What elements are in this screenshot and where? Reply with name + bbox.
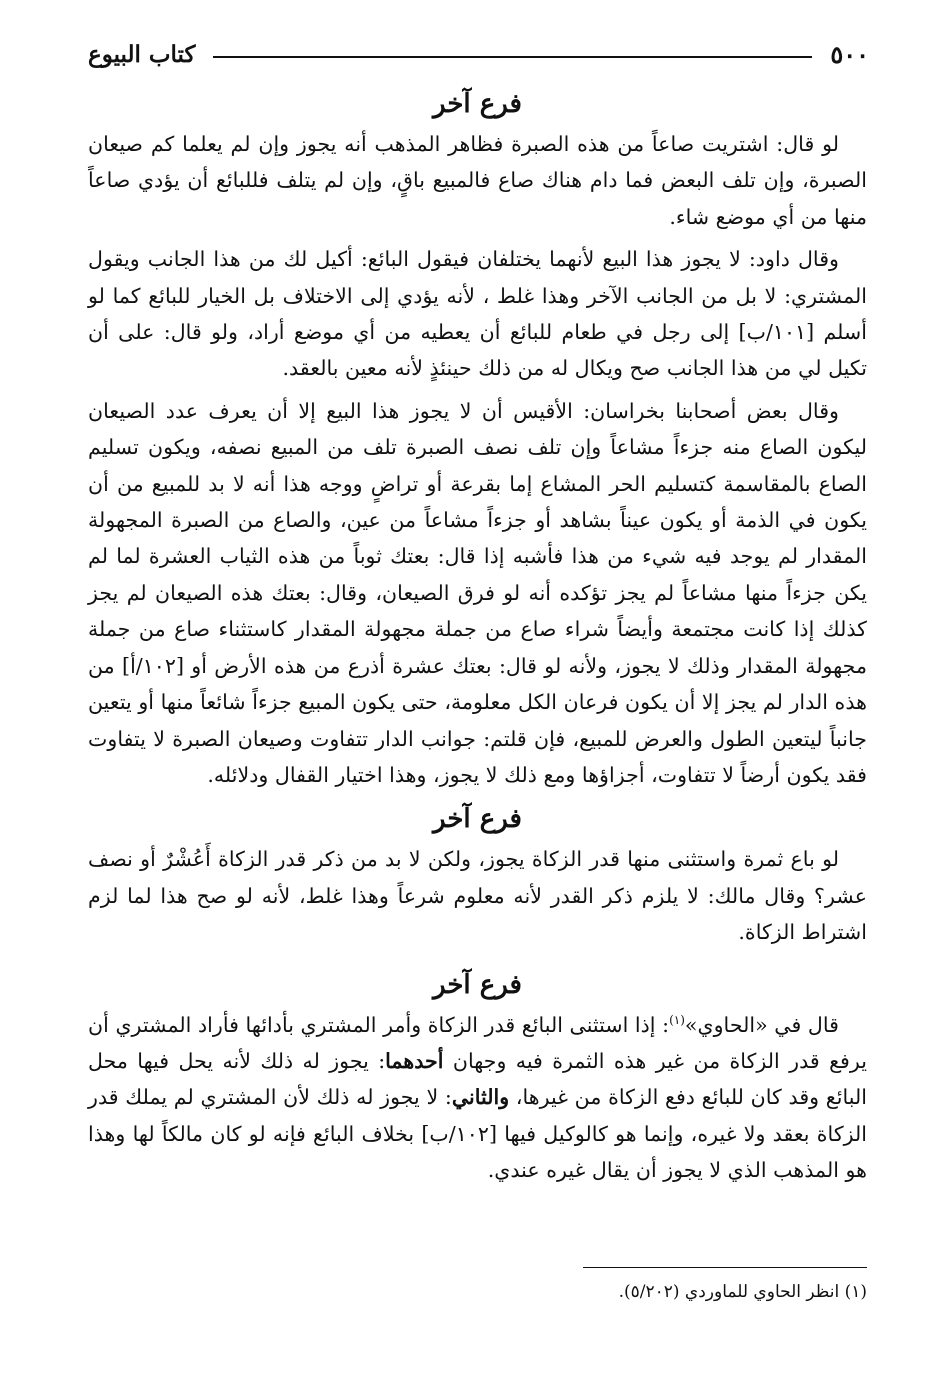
text-run: : إذا استثنى البائع قدر الزكاة وأمر المشتري بأدائها فأراد المشتري أن يرفع قدر الزكاة من غير هذه الثمرة فيه وجهان: [88, 1012, 867, 1073]
running-header: [88, 34, 869, 74]
book-title: كتاب البيوع: [88, 40, 196, 68]
paragraph: [88, 1007, 867, 1189]
text-run: قال في «الحاوي»: [684, 1012, 839, 1037]
text-run: : يجوز له ذلك لأنه يحل فيها محل البائع وقد كان للبائع دفع الزكاة من غيرها،: [88, 1048, 867, 1110]
text-run: : لا يجوز له ذلك لأن المشتري لم يملك قدر الزكاة بعقد ولا غيره، وإنما هو كالوكيل فيها [١٠٢/ب] بخلاف البائع فإنه لو كان مالكاً لها وهذا هو المذهب الذي لا يجوز أن يقال غيره عندي.: [88, 1085, 867, 1183]
section-heading: فرع آخر: [433, 89, 522, 119]
bold-term: أحدهما: [385, 1048, 444, 1073]
footnote-divider: [583, 1267, 867, 1268]
paragraph: لو باع ثمرة واستثنى منها قدر الزكاة يجوز، ولكن لا بد من ذكر قدر الزكاة أَعُشْرٌ أو نصف عشر؟ وقال مالك: لا يلزم ذكر القدر لأنه معلوم شرعاً وهذا غلط، لأنه لو صح هذا لما لزم اشتراط الزكاة.: [88, 847, 867, 945]
paragraph: لو قال: اشتريت صاعاً من هذه الصبرة فظاهر المذهب أنه يجوز وإن لم يعلما كم صيعان الصبرة، وإن تلف البعض فما دام هناك صاع فالمبيع باقٍ، وإن لم يتلف فللبائع أن يؤدي صاعاً منها من أي موضع شاء.: [88, 132, 867, 229]
section-heading: فرع آخر: [433, 804, 522, 835]
bold-term: والثاني: [451, 1085, 510, 1110]
footnote-marker: (١): [669, 1012, 685, 1027]
footnote: (١) انظر الحاوي للماوردي (٥/٢٠٢).: [618, 1282, 867, 1302]
paragraph: وقال بعض أصحابنا بخراسان: الأقيس أن لا يجوز هذا البيع إلا أن يعرف عدد الصيعان ليكون الصاع منه جزءاً مشاعاً وإن تلف نصف الصبرة تلف من المبيع نصفه، ويكون تسليم الصاع بالمقاسمة كتسليم الحر المشاع إما بقرعة أو تراضٍ ووجه هذا أنه لا بد للمبيع من أن يكون في الذمة أو يكون عيناً بشاهد أو جزءاً مشاعاً من عين، والصاع من الصبرة المجهولة المقدار لم يوجد فيه شيء من هذا فأشبه إذا قال: بعتك ثوباً من هذه الثياب العشرة لما لم يكن جزءاً منها مشاعاً لم يجز تؤكده أنه لو فرق الصيعان، وقال: بعتك هذه الصيعان لم يجز كذلك إذا كانت مجتمعة وأيضاً شراء صاع من جملة مجهولة المقدار كاستثناء صاع من جملة مجهولة المقدار وذلك لا يجوز، ولأنه لو قال: بعتك عشرة أذرع من هذه الأرض أو [١٠٢/أ] من هذه الدار لم يجز إلا أن يكون فرعان الكل معلومة، حتى يكون المبيع جزءاً شائعاً منها أو يتعين جانباً ليتعين الطول والعرض للمبيع، فإن قلتم: جوانب الدار تتفاوت وصيعان الصبرة لا يتفاوت فقد يكون أرضاً لا تتفاوت، أجزاؤها ومع ذلك لا يجوز، وهذا اختيار القفال ودلائله.: [88, 398, 867, 787]
page-number: ٥٠٠: [830, 39, 869, 69]
header-rule: [213, 56, 812, 58]
section-heading: فرع آخر: [433, 969, 522, 1000]
main-text: [88, 84, 867, 1189]
paragraph: وقال داود: لا يجوز هذا البيع لأنهما يختلفان فيقول البائع: أكيل لك من هذا الجانب ويقول المشتري: لا بل من الجانب الآخر وهذا غلط ، لأنه يؤدي إلى الاختلاف بل الخيار للبائع كما لو أسلم [١٠١/ب] إلى رجل في طعام للبائع أن يعطيه من أي موضع أراد، ولو قال: على أن تكيل لي من هذا الجانب صح ويكال له من ذلك حينئذٍ لأنه معين بالعقد.: [88, 247, 867, 381]
